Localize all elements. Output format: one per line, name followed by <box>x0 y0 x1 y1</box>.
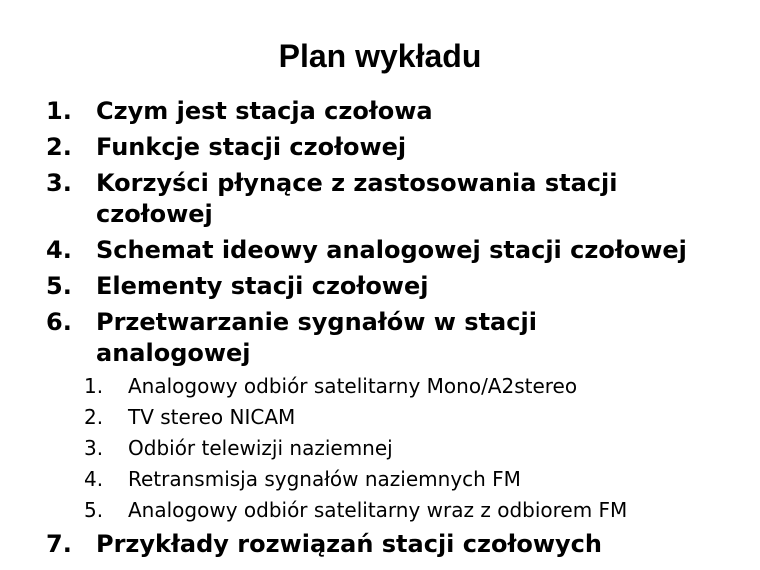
outline-item-text: Elementy stacji czołowej <box>96 272 429 300</box>
sub-outline-list <box>0 374 690 523</box>
sub-outline-item-5 <box>0 498 690 523</box>
sub-outline-item-text: Odbiór telewizji naziemnej <box>128 436 393 460</box>
slide-title: Plan wykładu <box>278 38 482 74</box>
outline-item-5 <box>0 271 760 302</box>
sub-outline-item-3 <box>0 436 690 461</box>
outline-item-1 <box>0 96 760 127</box>
outline-item-text: Czym jest stacja czołowa <box>96 97 433 125</box>
outline-item-number: 4. <box>46 236 72 264</box>
outline-item-text: Schemat ideowy analogowej stacji czołowej <box>96 236 687 264</box>
sub-outline-item-number: 3. <box>84 436 104 460</box>
sub-outline-item-2 <box>0 405 690 430</box>
outline-item-text: Korzyści płynące z zastosowania stacji czołowej <box>96 169 618 228</box>
outline-item-text: Funkcje stacji czołowej <box>96 133 407 161</box>
outline-item-text: Przykłady rozwiązań stacji czołowych <box>96 530 602 558</box>
sub-outline-item-text: Analogowy odbiór satelitarny Mono/A2stereo <box>128 374 578 398</box>
sub-outline-item-text: TV stereo NICAM <box>128 405 296 429</box>
sub-outline-item-4 <box>0 467 690 492</box>
outline-item-3 <box>0 168 760 230</box>
outline-item-2 <box>0 132 760 163</box>
outline-item-text: Przetwarzanie sygnałów w stacji analogowej <box>96 308 537 367</box>
outline-item-number: 7. <box>46 530 72 558</box>
outline-item-4 <box>0 235 760 266</box>
sub-outline-item-1 <box>0 374 690 399</box>
sub-outline-item-number: 1. <box>84 374 104 398</box>
sub-outline-item-text: Retransmisja sygnałów naziemnych FM <box>128 467 521 491</box>
sub-outline-item-number: 2. <box>84 405 104 429</box>
outline-item-number: 2. <box>46 133 72 161</box>
outline-item-number: 1. <box>46 97 72 125</box>
sub-outline-item-number: 4. <box>84 467 104 491</box>
outline-item-6 <box>0 307 760 523</box>
outline-item-number: 6. <box>46 308 72 336</box>
outline-item-7 <box>0 529 760 560</box>
outline-item-number: 5. <box>46 272 72 300</box>
sub-outline-item-number: 5. <box>84 498 104 522</box>
outline-list <box>0 96 760 565</box>
sub-outline-item-text: Analogowy odbiór satelitarny wraz z odbiorem FM <box>128 498 628 522</box>
outline-item-number: 3. <box>46 169 72 197</box>
